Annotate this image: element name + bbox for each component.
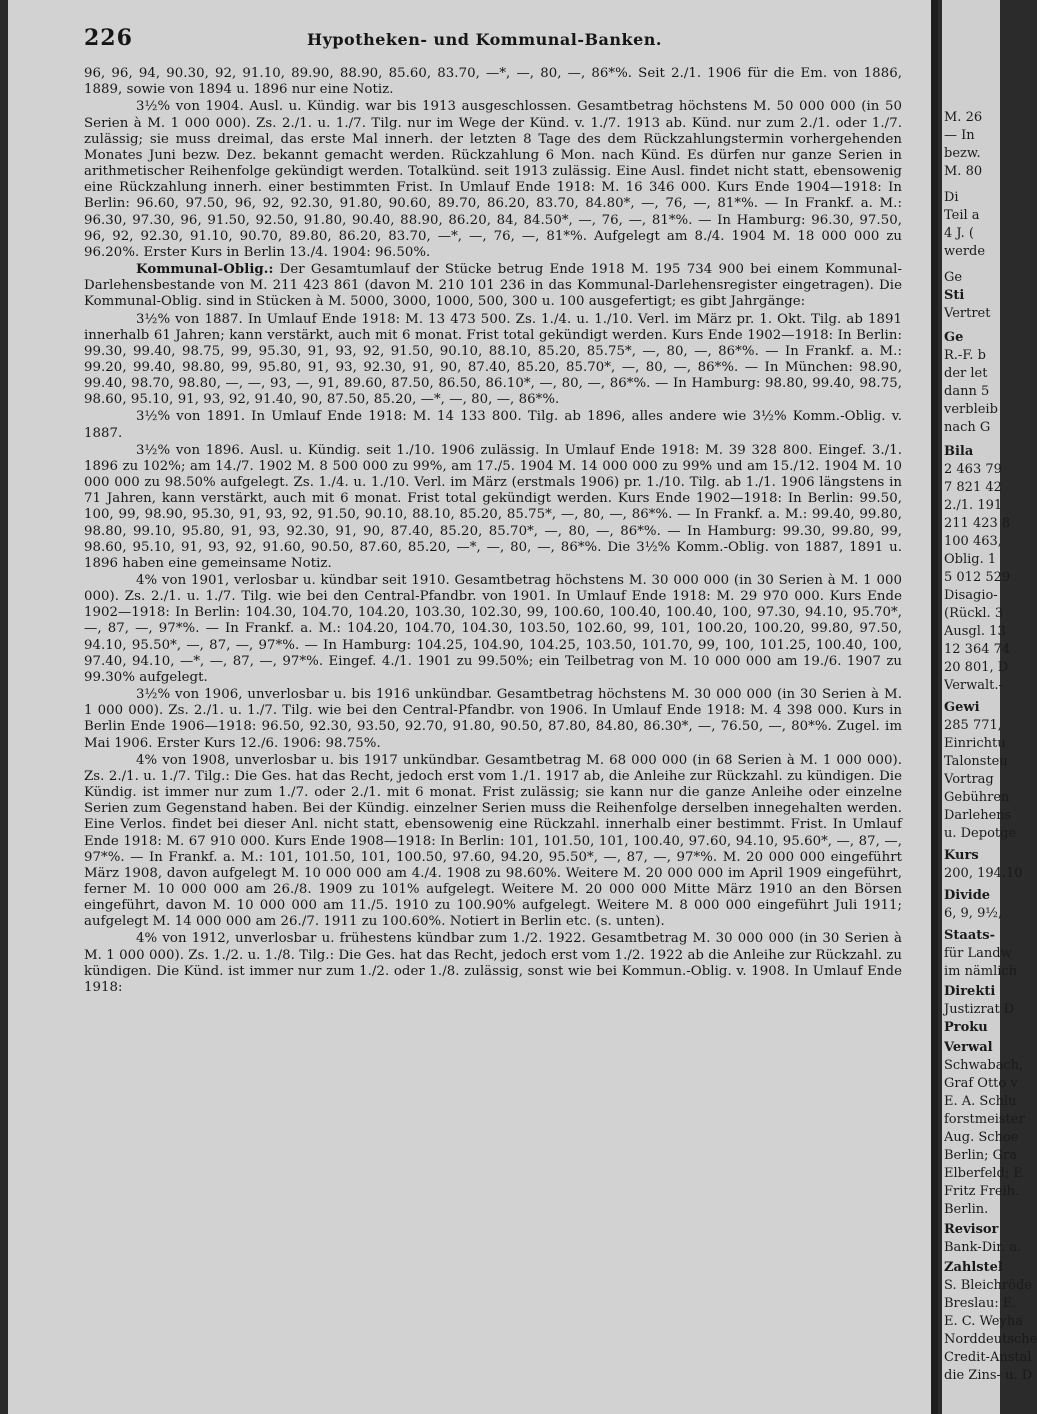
paragraph xyxy=(84,262,902,310)
paragraph-text: 3½% von 1904. Ausl. u. Kündig. war bis 1913 ausgeschlossen. Gesamtbetrag höchstens M. 50 000 000 (in 50 Serien à M. 1 000 000). Zs. 2./1. u. 1./7. Tilg. nur im Wege der Künd. v. 1./7. 1913 ab. Künd. nur zum 2./1. oder 1./7. zulässig; sie muss dreimal, das erste Mal innerh. der letzten 8 Tage des dem Rückzahlungstermin vorhergehenden Monates Juni bezw. Dez. bekannt gemacht werden. Rückzahlung 6 Mon. nach Künd. Es dürfen nur ganze Serien in arithmetischer Reihenfolge gekündigt werden. Totalkünd. seit 1913 zulässig. Eine Ausl. findet nicht statt, ebensowenig eine Rückzahlung innerh. einer bestimmten Frist. In Umlauf Ende 1918: M. 16 346 000. Kurs Ende 1904—1918: In Berlin: 96.60, 97.50, 96, 92, 92.30, 91.80, 90.60, 89.70, 86.20, 83.70, 84.80*, —, 76, —, 81*%. — In Frankf. a. M.: 96.30, 97.30, 96, 91.50, 92.50, 91.80, 90.40, 88.90, 86.20, 84, 84.50*, —, 76, —, 81*%. — In Hamburg: 96.30, 97.50, 96, 92, 92.30, 91.10, 90.70, 89.80, 86.20, 83.70, —*, —, 76, —, 81*%. Aufgelegt am 8./4. 1904 M. 18 000 000 zu 96.20%. Erster Kurs in Berlin 13./4. 1904: 96.50%. xyxy=(84,99,902,260)
side-column-line: Ge xyxy=(944,270,963,285)
side-column-line: M. 80 xyxy=(944,164,983,179)
side-column-line: der let xyxy=(944,366,988,381)
paragraph xyxy=(84,312,902,409)
side-column-line: 2./1. 191 xyxy=(944,498,1003,513)
side-column-line: im nämlich xyxy=(944,964,1018,979)
side-column-line: Verwal xyxy=(944,1040,993,1055)
side-column-line: Ausgl. 13 xyxy=(944,624,1006,639)
paragraph-text: 3½% von 1891. In Umlauf Ende 1918: M. 14 133 800. Tilg. ab 1896, alles andere wie 3½% Komm.-Oblig. v. 1887. xyxy=(84,409,902,441)
side-column-line: Gewi xyxy=(944,700,980,715)
side-column-line: 2 463 79 xyxy=(944,462,1002,477)
paragraph-text: 3½% von 1906, unverlosbar u. bis 1916 unkündbar. Gesamtbetrag höchstens M. 30 000 000 (in 30 Serien à M. 1 000 000). Zs. 2./1. u. 1./7. Tilg. wie bei den Central-Pfandbr. von 1906. In Umlauf Ende 1918: M. 4 398 000. Kurs in Berlin Ende 1906—1918: 96.50, 92.30, 93.50, 92.70, 91.80, 90.50, 87.80, 84.80, 86.30*, —, 76.50, —, 80*%. Zugel. im Mai 1906. Erster Kurs 12./6. 1906: 98.75%. xyxy=(84,687,902,751)
side-column-line: 7 821 42 xyxy=(944,480,1002,495)
side-column-line: Divide xyxy=(944,888,991,903)
side-column-line: Bila xyxy=(944,444,974,459)
side-column-line: Verwalt.- xyxy=(944,678,1003,693)
side-column-line: Di xyxy=(944,190,959,205)
side-column-line: 211 423 8 xyxy=(944,516,1011,531)
side-column-line: R.-F. b xyxy=(944,348,986,363)
side-column-line: 5 012 529 xyxy=(944,570,1011,585)
page-header xyxy=(84,25,902,51)
side-column-line: Direkti xyxy=(944,984,996,999)
side-column-line: Graf Otto v xyxy=(944,1076,1018,1091)
page-number: 226 xyxy=(84,25,133,51)
side-column-line: S. Bleichröde xyxy=(944,1278,1032,1293)
page-gutter xyxy=(931,0,938,1414)
side-column-line: Sti xyxy=(944,288,965,303)
side-column-line: Fritz Freih. xyxy=(944,1184,1020,1199)
paragraph xyxy=(84,753,902,931)
paragraph xyxy=(84,66,902,98)
side-column-line: für Landw xyxy=(944,946,1012,961)
main-column xyxy=(84,25,902,997)
side-column-line: Berlin; Gra xyxy=(944,1148,1018,1163)
paragraph xyxy=(84,409,902,441)
side-column-line: (Rückl. 3 xyxy=(944,606,1004,621)
paragraph-text: 96, 96, 94, 90.30, 92, 91.10, 89.90, 88.90, 85.60, 83.70, —*, —, 80, —, 86*%. Seit 2./1. 1906 für die Em. von 1886, 1889, sowie von 1894 u. 1896 nur eine Notiz. xyxy=(84,66,902,98)
side-column-line: dann 5 xyxy=(944,384,990,399)
side-column-line: Oblig. 1 xyxy=(944,552,997,567)
side-column-line: forstmeister xyxy=(944,1112,1025,1127)
paragraph-text: 4% von 1912, unverlosbar u. frühestens kündbar zum 1./2. 1922. Gesamtbetrag M. 30 000 000 (in 30 Serien à M. 1 000 000). Zs. 1./2. u. 1./8. Tilg.: Die Ges. hat das Recht, jedoch erst vom 1./2. 1922 ab die Anleihe zur Rückzahl. zu kündigen. Die Künd. ist immer nur zum 1./2. oder 1./8. zulässig, sonst wie bei Kommun.-Oblig. v. 1908. In Umlauf Ende 1918: xyxy=(84,931,902,995)
side-column-line: M. 26 xyxy=(944,110,983,125)
side-column-line: Credit-Anstal xyxy=(944,1350,1032,1365)
paragraph xyxy=(84,99,902,261)
side-column-line: 100 463, xyxy=(944,534,1002,549)
side-column-line: Justizrat D xyxy=(944,1002,1015,1017)
side-column-line: Ge xyxy=(944,330,964,345)
side-column-line: 285 771, xyxy=(944,718,1002,733)
side-column-line: Zahlstel xyxy=(944,1260,1003,1275)
side-column-line: Talonsteu xyxy=(944,754,1008,769)
paragraph-text: 4% von 1901, verlosbar u. kündbar seit 1910. Gesamtbetrag höchstens M. 30 000 000 (in 30 Serien à M. 1 000 000). Zs. 2./1. u. 1./7. Tilg. wie bei den Central-Pfandbr. von 1901. In Umlauf Ende 1918: M. 29 970 000. Kurs Ende 1902—1918: In Berlin: 104.30, 104.70, 104.20, 103.30, 102.30, 99, 100.60, 100.40, 100.40, 100, 97.30, 94.10, 95.70*, —, 87, —, 97*%. — In Frankf. a. M.: 104.20, 104.70, 104.30, 103.50, 102.60, 99, 101, 100.20, 100.20, 99.80, 97.50, 94.10, 95.50*, —, 87, —, 97*%. — In Hamburg: 104.25, 104.90, 104.25, 103.50, 101.70, 99, 100, 101.25, 100.40, 100, 97.40, 94.10, —*, —, 87, —, 97*%. Eingef. 4./1. 1901 zu 99.50%; ein Teilbetrag von M. 10 000 000 am 19./6. 1907 zu 99.30% aufgelegt. xyxy=(84,573,902,685)
side-column-line: Bank-Dir. a. xyxy=(944,1240,1022,1255)
side-column-line: Vertret xyxy=(944,306,991,321)
paragraph-text: 4% von 1908, unverlosbar u. bis 1917 unkündbar. Gesamtbetrag M. 68 000 000 (in 68 Serien à M. 1 000 000). Zs. 2./1. u. 1./7. Tilg.: Die Ges. hat das Recht, jedoch erst vom 1./1. 1917 ab, die Anleihe zur Rückzahl. zu kündigen. Die Kündig. ist immer nur zum 1./7. oder 2./1. mit 6 monat. Frist zulässig; sie kann nur die ganze Anleihe oder einzelne Serien zum Gegenstand haben. Bei der Kündig. einzelner Serien muss die Reihenfolge derselben innegehalten werden. Eine Verlos. findet bei dieser Anl. nicht statt, ebensowenig eine Rückzahl. innerhalb einer bestimmt. Frist. In Umlauf Ende 1918: M. 67 910 000. Kurs Ende 1908—1918: In Berlin: 101, 101.50, 101, 100.40, 97.60, 94.10, 95.60*, —, 87, —, 97*%. — In Frankf. a. M.: 101, 101.50, 101, 100.50, 97.60, 94.20, 95.50*, —, 87, —, 97*%. M. 20 000 000 eingeführt März 1908, davon aufgelegt M. 10 000 000 am 4./4. 1908 zu 98.60%. Weitere M. 20 000 000 im April 1909 eingeführt, ferner M. 10 000 000 am 26./8. 1909 zu 101% aufgelegt. Weitere M. 20 000 000 Mitte März 1910 an den Börsen eingeführt, davon M. 10 000 000 am 11./5. 1910 zu 100.90% aufgelegt. Weitere M. 8 000 000 eingeführt Juli 1911; aufgelegt M. 14 000 000 am 26./7. 1911 zu 100.60%. Notiert in Berlin etc. (s. unten). xyxy=(84,752,902,930)
side-column-line: Disagio- xyxy=(944,588,998,603)
section-lead: Kommunal-Oblig.: xyxy=(136,262,274,278)
side-column-line: nach G xyxy=(944,420,991,435)
side-column-line: — In xyxy=(944,128,975,143)
side-column-line: 4 J. ( xyxy=(944,226,974,241)
paragraph xyxy=(84,687,902,752)
side-column-line: 12 364 74 xyxy=(944,642,1011,657)
side-column-line: bezw. xyxy=(944,146,981,161)
side-column-line: Gebühren xyxy=(944,790,1010,805)
paragraph-text: 3½% von 1896. Ausl. u. Kündig. seit 1./10. 1906 zulässig. In Umlauf Ende 1918: M. 39 328 800. Eingef. 3./1. 1896 zu 102%; am 14./7. 1902 M. 8 500 000 zu 99%, am 17./5. 1904 M. 14 000 000 zu 99% und am 15./12. 1904 M. 10 000 000 zu 98.50% aufgelegt. Zs. 1./4. u. 1./10. Verl. im März (erstmals 1906) pr. 1./10. Tilg. ab 1./1. 1906 längstens in 71 Jahren, kann verstärkt, auch mit 6 monat. Frist total gekündigt werden. Kurs Ende 1902—1918: In Berlin: 99.50, 100, 99, 98.90, 95.30, 91, 93, 92, 91.50, 90.10, 88.10, 85.20, 85.75*, —, 80, —, 86*%. — In Frankf. a. M.: 99.40, 99.80, 98.80, 99.10, 95.80, 91, 93, 92.30, 91, 90, 87.40, 85.20, 85.70*, —, 80, —, 86*%. — In Hamburg: 99.30, 99.80, 99, 98.60, 95.10, 91, 93, 92, 91.60, 90.50, 87.60, 85.20, —*, —, 80, —, 86*%. Die 3½% Komm.-Oblig. von 1887, 1891 u. 1896 haben eine gemeinsame Notiz. xyxy=(84,442,902,571)
side-column-line: Proku xyxy=(944,1020,988,1035)
side-column-line: Darlehens xyxy=(944,808,1012,823)
side-column-line: Berlin. xyxy=(944,1202,989,1217)
running-title: Hypotheken- und Kommunal-Banken. xyxy=(306,30,662,49)
adjacent-page-column xyxy=(942,0,1037,1414)
side-column-line: Norddeutsche xyxy=(944,1332,1037,1347)
paragraph-text: Der Gesamtumlauf der Stücke betrug Ende 1918 M. 195 734 900 bei einem Kommunal-Darlehensbestande von M. 211 423 861 (davon M. 210 101 236 in das Kommunal-Darlehensregister eingetragen). Die Kommunal-Oblig. sind in Stücken à M. 5000, 3000, 1000, 500, 300 u. 100 ausgefertigt; es gibt Jahrgänge: xyxy=(84,262,902,310)
side-column-line: u. Depotge xyxy=(944,826,1017,841)
side-column-line: E. C. Weyha xyxy=(944,1314,1023,1329)
side-column-line: die Zins- u. D xyxy=(944,1368,1033,1383)
side-column-line: Staats- xyxy=(944,928,995,943)
side-column-line: Aug. Schoe xyxy=(944,1130,1019,1145)
paragraph xyxy=(84,931,902,996)
side-column-line: verbleib xyxy=(944,402,998,417)
side-column-line: Einrichtu xyxy=(944,736,1006,751)
side-column-line: Breslau: E. xyxy=(944,1296,1017,1311)
side-column-line: Revisor xyxy=(944,1222,999,1237)
paragraph xyxy=(84,573,902,686)
side-column-line: E. A. Schlu xyxy=(944,1094,1017,1109)
side-column-line: Schwabach, xyxy=(944,1058,1024,1073)
side-column-line: Kurs xyxy=(944,848,979,863)
side-column-line: Elberfeld; E xyxy=(944,1166,1023,1181)
side-column-line: 20 801, D xyxy=(944,660,1009,675)
book-page xyxy=(8,0,938,1414)
side-column-line: 6, 9, 9½, xyxy=(944,906,1003,921)
side-column-line: Teil a xyxy=(944,208,980,223)
side-column-line: werde xyxy=(944,244,986,259)
paragraph xyxy=(84,443,902,572)
paragraph-text: 3½% von 1887. In Umlauf Ende 1918: M. 13 473 500. Zs. 1./4. u. 1./10. Verl. im März pr. 1. Okt. Tilg. ab 1891 innerhalb 61 Jahren; kann verstärkt, auch mit 6 monat. Frist total gekündigt werden. Kurs Ende 1902—1918: In Berlin: 99.30, 99.40, 98.75, 99, 95.30, 91, 93, 92, 91.50, 90.10, 88.10, 85.20, 85.75*, —, 80, —, 86*%. — In Frankf. a. M.: 99.20, 99.40, 98.80, 99, 95.80, 91, 93, 92.30, 91, 90, 87.40, 85.20, 85.70*, —, 80, —, 86*%. — In München: 98.90, 99.40, 98.70, 98.80, —, —, 93, —, 91, 89.60, 87.50, 86.50, 86.10*, —, 80, —, 86*%. — In Hamburg: 98.80, 99.40, 98.75, 98.60, 95.10, 91, 93, 92, 91.40, 90, 87.50, 85.20, —*, —, 80, —, 86*%. xyxy=(84,311,902,408)
side-column-line: Vortrag xyxy=(944,772,994,787)
side-column-line: 200, 194.10 xyxy=(944,866,1023,881)
